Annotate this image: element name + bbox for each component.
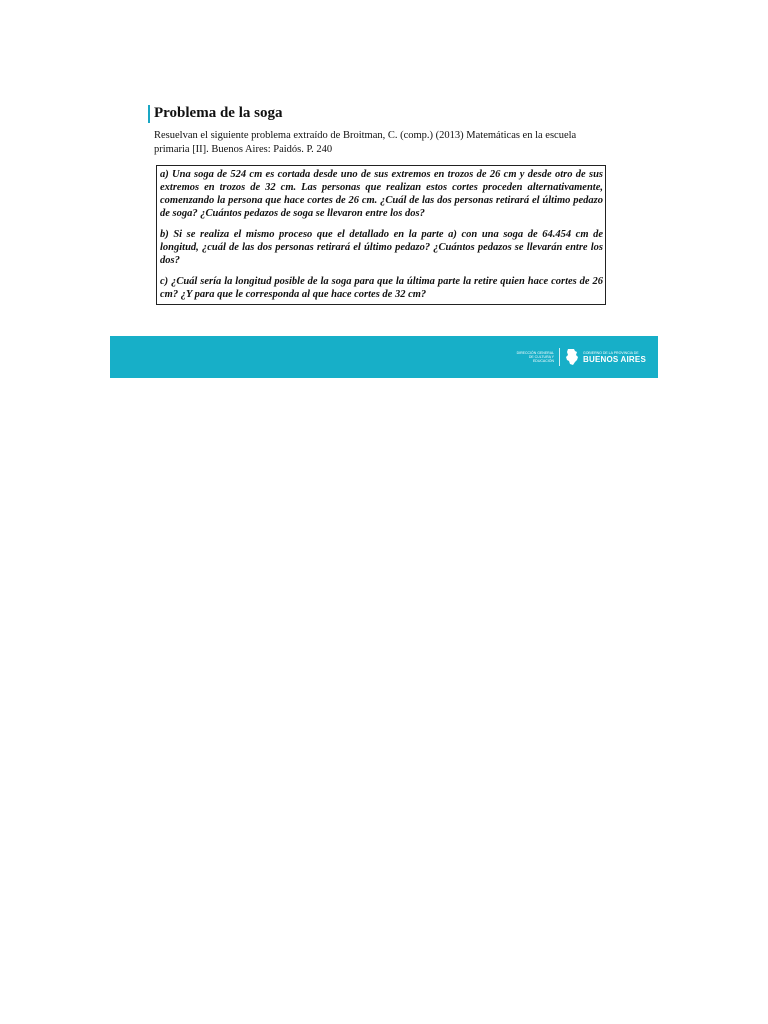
province-map-icon — [565, 348, 579, 366]
title-marker — [148, 105, 150, 123]
problem-a: a) Una soga de 524 cm es cortada desde uno de sus extremos en trozos de 26 cm y desde otro de sus extremos en trozos de 32 cm. Las personas que realizan estos cortes proceden alternativamente, comenzando la persona que hace cortes de 26 cm. ¿Cuál de las dos personas retirará el último pedazo de soga? ¿Cuántos pedazos de soga se llevaron entre los dos? — [160, 169, 603, 219]
logo-name: BUENOS AIRES — [582, 354, 646, 364]
page-title: Problema de la soga — [154, 105, 283, 121]
problem-b: b) Si se realiza el mismo proceso que el detallado en la parte a) con una soga de 64.454 cm de longitud, ¿cuál de las dos personas retirará el último pedazo? ¿Cuántos pedazos se llevarán entre los dos? — [160, 229, 603, 266]
problem-c: c) ¿Cuál sería la longitud posible de la soga para que la última parte la retire quien hace cortes de 26 cm? ¿Y para que le corresponda al que hace cortes de 32 cm? — [160, 276, 603, 300]
problem-box — [156, 165, 606, 305]
document-page — [110, 95, 658, 305]
intro-text: Resuelvan el siguiente problema extraído de Broitman, C. (comp.) (2013) Matemáticas en la escuela primaria [II]. Buenos Aires: Paidós. P. 240 — [154, 130, 577, 155]
logo-gov-text: GOBIERNO DE LA PROVINCIA DE — [582, 350, 639, 355]
logo-divider — [559, 348, 560, 366]
buenos-aires-logo — [514, 346, 646, 368]
logo-left-text: DIRECCIÓN GENERAL DE CULTURA Y EDUCACIÓN — [516, 351, 554, 363]
footer-band — [110, 336, 658, 378]
logo-right — [583, 351, 646, 364]
title-row — [110, 103, 658, 123]
